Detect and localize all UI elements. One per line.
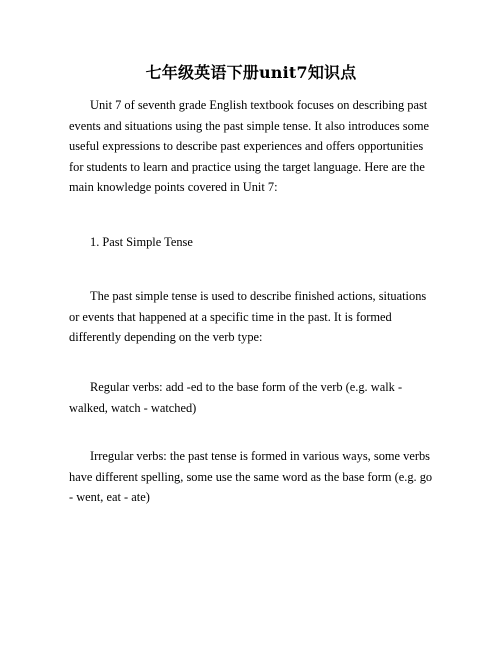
irregular-verbs-paragraph: Irregular verbs: the past tense is formed in various ways, some verbs have different spelling, some use the same word as the base form (e.g. go - went, eat - ate) bbox=[69, 449, 433, 505]
section-heading-past-simple: 1. Past Simple Tense bbox=[90, 235, 193, 249]
regular-verbs-paragraph: Regular verbs: add -ed to the base form of the verb (e.g. walk - walked, watch - watched) bbox=[69, 380, 403, 415]
past-simple-definition-paragraph: The past simple tense is used to describe finished actions, situations or events that happened at a specific time in the past. It is formed differently depending on the verb type: bbox=[69, 289, 427, 345]
document-title: 七年级英语下册unit7知识点 bbox=[145, 63, 357, 82]
intro-paragraph: Unit 7 of seventh grade English textbook focuses on describing past events and situations using the past simple tense. It also introduces some useful expressions to describe past experiences and offers opportunities for students to learn and practice using the target language. Here are the main knowledge points covered in Unit 7: bbox=[69, 98, 429, 195]
